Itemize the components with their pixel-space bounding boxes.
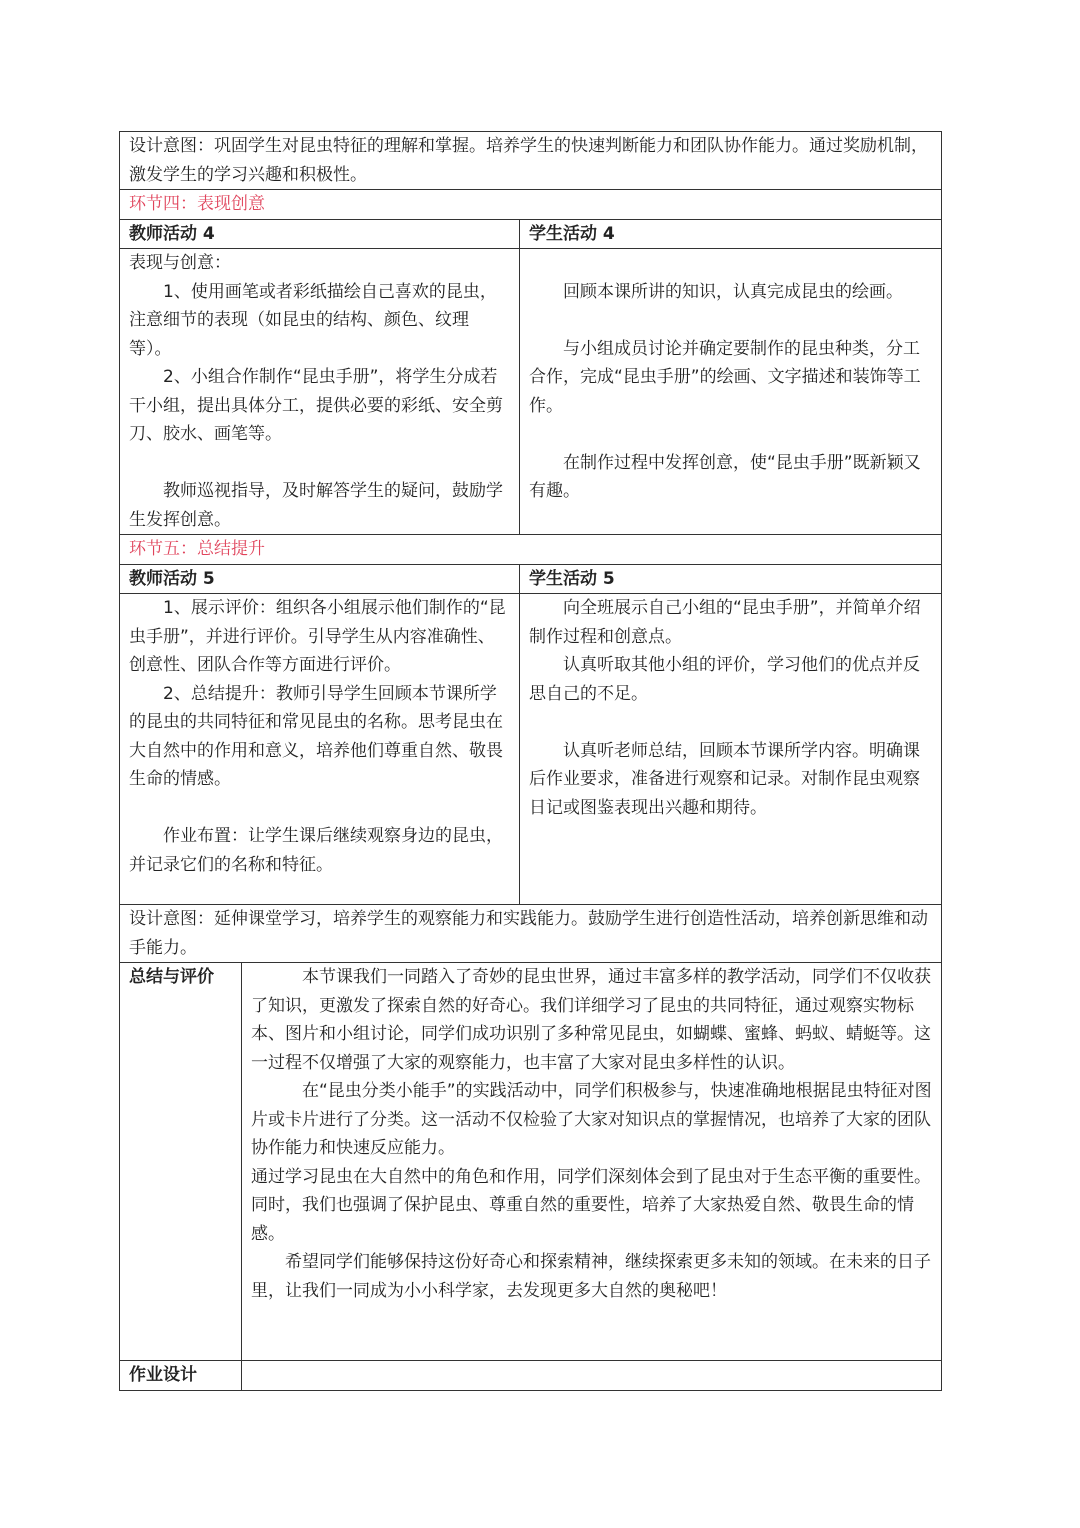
summary-paragraph-4: 希望同学们能够保持这份好奇心和探索精神，继续探索更多未知的领域。在未来的日子里，让我们一同成为小小科学家，去发现更多大自然的奥秘吧！ <box>251 1252 931 1301</box>
student4-item-1: 回顾本课所讲的知识，认真完成昆虫的绘画。 <box>563 281 903 302</box>
teacher-activity-5 <box>120 594 520 905</box>
design-intent-5: 设计意图：延伸课堂学习，培养学生的观察能力和实践能力。鼓励学生进行创造性活动，培养创新思维和动手能力。 <box>120 905 942 963</box>
section5-title: 环节五：总结提升 <box>120 535 942 565</box>
summary-label: 总结与评价 <box>120 963 242 1361</box>
section4-content-row <box>120 249 942 535</box>
student-activity-5 <box>520 594 942 905</box>
teacher4-item-1: 1、使用画笔或者彩纸描绘自己喜欢的昆虫，注意细节的表现（如昆虫的结构、颜色、纹理等）。 <box>129 281 497 359</box>
teacher4-note: 教师巡视指导，及时解答学生的疑问，鼓励学生发挥创意。 <box>129 481 503 530</box>
section5-title-row <box>120 535 942 565</box>
teacher4-item-2: 2、小组合作制作“昆虫手册”，将学生分成若干小组，提出具体分工，提供必要的彩纸、安全剪刀、胶水、画笔等。 <box>129 367 503 444</box>
teacher-activity-4-header: 教师活动 4 <box>120 219 520 249</box>
section4-title: 环节四：表现创意 <box>120 190 942 220</box>
design-intent-row-5 <box>120 905 942 963</box>
design-intent-row-3 <box>120 132 942 190</box>
summary-row <box>120 963 942 1361</box>
homework-row <box>120 1361 942 1391</box>
section4-title-row <box>120 190 942 220</box>
lesson-plan-page <box>119 131 941 1391</box>
student5-item-3: 认真听老师总结，回顾本节课所学内容。明确课后作业要求，准备进行观察和记录。对制作昆虫观察日记或图鉴表现出兴趣和期待。 <box>529 740 920 818</box>
section4-header-row <box>120 219 942 249</box>
summary-paragraph-3: 通过学习昆虫在大自然中的角色和作用，同学们深刻体会到了昆虫对于生态平衡的重要性。同时，我们也强调了保护昆虫、尊重自然的重要性，培养了大家热爱自然、敬畏生命的情感。 <box>251 1166 931 1244</box>
teacher-activity-4 <box>120 249 520 535</box>
summary-content <box>242 963 942 1361</box>
teacher4-intro: 表现与创意： <box>129 253 231 273</box>
summary-paragraph-1: 本节课我们一同踏入了奇妙的昆虫世界，通过丰富多样的教学活动，同学们不仅收获了知识，更激发了探索自然的好奇心。我们详细学习了昆虫的共同特征，通过观察实物标本、图片和小组讨论，同学们成功识别了多种常见昆虫，如蝴蝶、蜜蜂、蚂蚁、蜻蜓等。这一过程不仅增强了大家的观察能力，也丰富了大家对昆虫多样性的认识。 <box>251 967 931 1073</box>
student-activity-4 <box>520 249 942 535</box>
student5-item-1: 向全班展示自己小组的“昆虫手册”，并简单介绍制作过程和创意点。 <box>529 598 921 647</box>
homework-content <box>242 1361 942 1391</box>
homework-label: 作业设计 <box>120 1361 242 1391</box>
student4-item-3: 在制作过程中发挥创意，使“昆虫手册”既新颖又有趣。 <box>529 452 921 501</box>
student-activity-5-header: 学生活动 5 <box>520 564 942 594</box>
design-intent-3: 设计意图：巩固学生对昆虫特征的理解和掌握。培养学生的快速判断能力和团队协作能力。通过奖励机制，激发学生的学习兴趣和积极性。 <box>120 132 942 190</box>
section5-header-row <box>120 564 942 594</box>
summary-paragraph-2: 在“昆虫分类小能手”的实践活动中，同学们积极参与，快速准确地根据昆虫特征对图片或卡片进行了分类。这一活动不仅检验了大家对知识点的掌握情况，也培养了大家的团队协作能力和快速反应能力。 <box>251 1081 932 1158</box>
teacher5-item-2: 2、总结提升：教师引导学生回顾本节课所学的昆虫的共同特征和常见昆虫的名称。思考昆虫在大自然中的作用和意义，培养他们尊重自然、敬畏生命的情感。 <box>129 683 503 789</box>
teacher5-item-1: 1、展示评价：组织各小组展示他们制作的“昆虫手册”，并进行评价。引导学生从内容准确性、创意性、团队合作等方面进行评价。 <box>129 598 506 675</box>
teacher5-homework: 作业布置：让学生课后继续观察身边的昆虫，并记录它们的名称和特征。 <box>129 826 503 875</box>
student-activity-4-header: 学生活动 4 <box>520 219 942 249</box>
student5-item-2: 认真听取其他小组的评价，学习他们的优点并反思自己的不足。 <box>529 655 920 704</box>
teacher-activity-5-header: 教师活动 5 <box>120 564 520 594</box>
student4-item-2: 与小组成员讨论并确定要制作的昆虫种类，分工合作，完成“昆虫手册”的绘画、文字描述和装饰等工作。 <box>529 338 921 416</box>
lesson-plan-table <box>119 131 942 1391</box>
section5-content-row <box>120 594 942 905</box>
